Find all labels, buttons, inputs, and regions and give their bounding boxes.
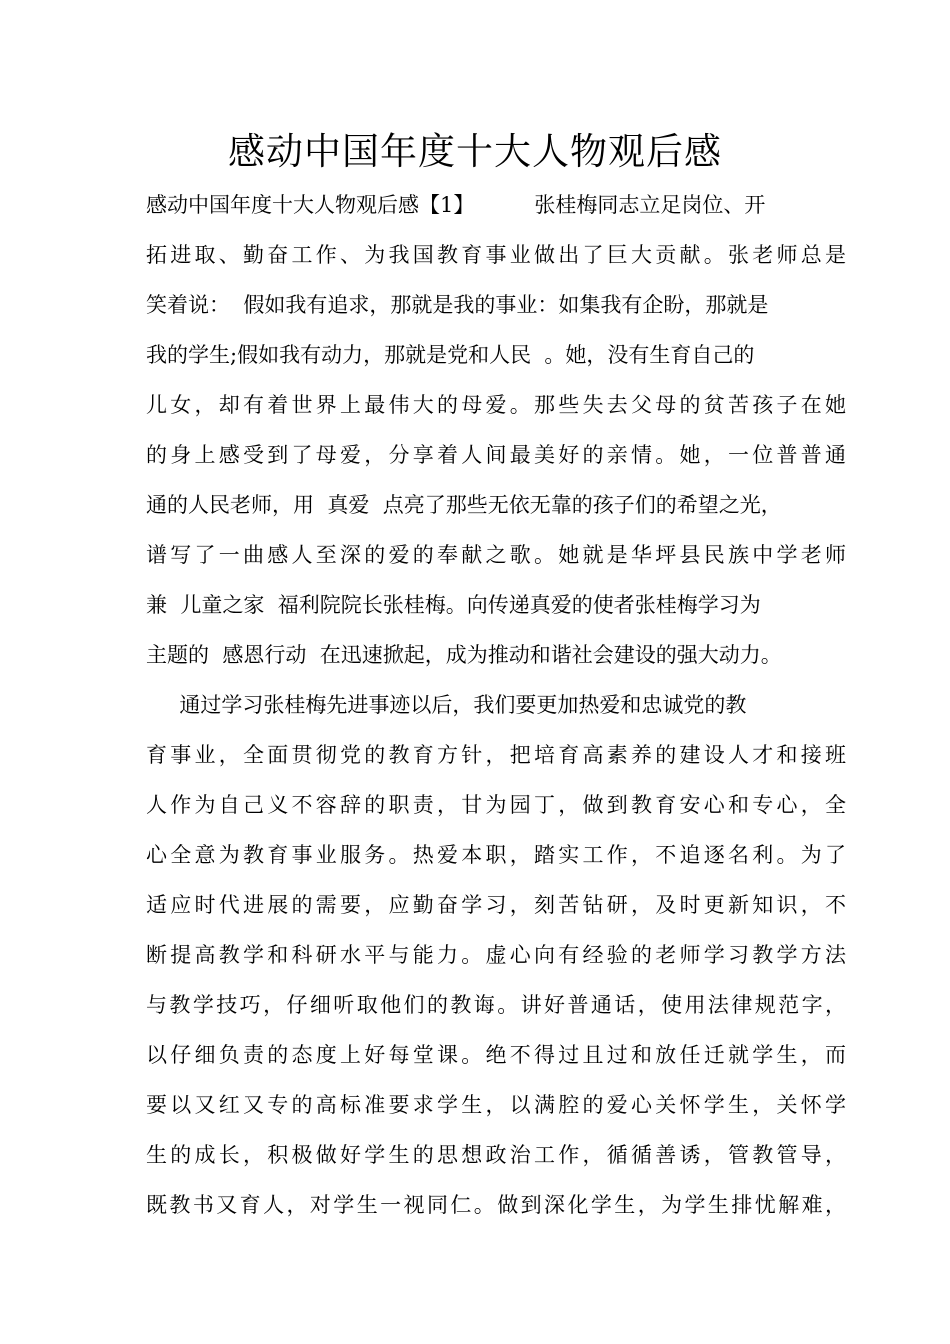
text-line: 既教书又育人，对学生一视同仁。做到深化学生，为学生排忧解难， [146,1193,846,1217]
text-line: 通过学习张桂梅先进事迹以后，我们要更加热爱和忠诚党的教 [146,693,747,717]
document-body [146,180,846,1230]
text-line: 适应时代进展的需要，应勤奋学习，刻苦钻研，及时更新知识，不 [146,893,846,917]
document-title: 感动中国年度十大人物观后感 [228,130,722,173]
text-line: 要以又红又专的高标准要求学生，以满腔的爱心关怀学生，关怀学 [146,1093,846,1117]
text-line: 断提高教学和科研水平与能力。虚心向有经验的老师学习教学方法 [146,943,846,967]
text-line: 笑着说： 假如我有追求，那就是我的事业：如集我有企盼，那就是 [146,293,769,317]
text-line: 感动中国年度十大人物观后感【1】 张桂梅同志立足岗位、开 [146,193,766,217]
text-line: 通的人民老师，用 真爱 点亮了那些无依无靠的孩子们的希望之光， [146,493,782,517]
text-line: 人作为自己义不容辞的职责，甘为园丁，做到教育安心和专心，全 [146,793,846,817]
text-line: 主题的 感恩行动 在迅速掀起，成为推动和谐社会建设的强大动力。 [146,643,782,667]
text-line: 拓进取、勤奋工作、为我国教育事业做出了巨大贡献。张老师总是 [146,243,846,267]
text-line: 我的学生;假如我有动力，那就是党和人民 。她，没有生育自己的 [146,343,755,367]
text-line: 与教学技巧，仔细听取他们的教诲。讲好普通话，使用法律规范字， [146,993,846,1017]
text-line: 儿女，却有着世界上最伟大的母爱。那些失去父母的贫苦孩子在她 [146,393,846,417]
text-line: 兼 儿童之家 福利院院长张桂梅。向传递真爱的使者张桂梅学习为 [146,593,761,617]
text-line: 心全意为教育事业服务。热爱本职，踏实工作，不追逐名利。为了 [146,843,846,867]
text-line: 以仔细负责的态度上好每堂课。绝不得过且过和放任迁就学生，而 [146,1043,846,1067]
text-line: 育事业，全面贯彻党的教育方针，把培育高素养的建设人才和接班 [146,743,846,767]
text-line: 谱写了一曲感人至深的爱的奉献之歌。她就是华坪县民族中学老师 [146,543,846,567]
text-line: 生的成长，积极做好学生的思想政治工作，循循善诱，管教管导， [146,1143,846,1167]
text-line: 的身上感受到了母爱，分享着人间最美好的亲情。她，一位普普通 [146,443,846,467]
